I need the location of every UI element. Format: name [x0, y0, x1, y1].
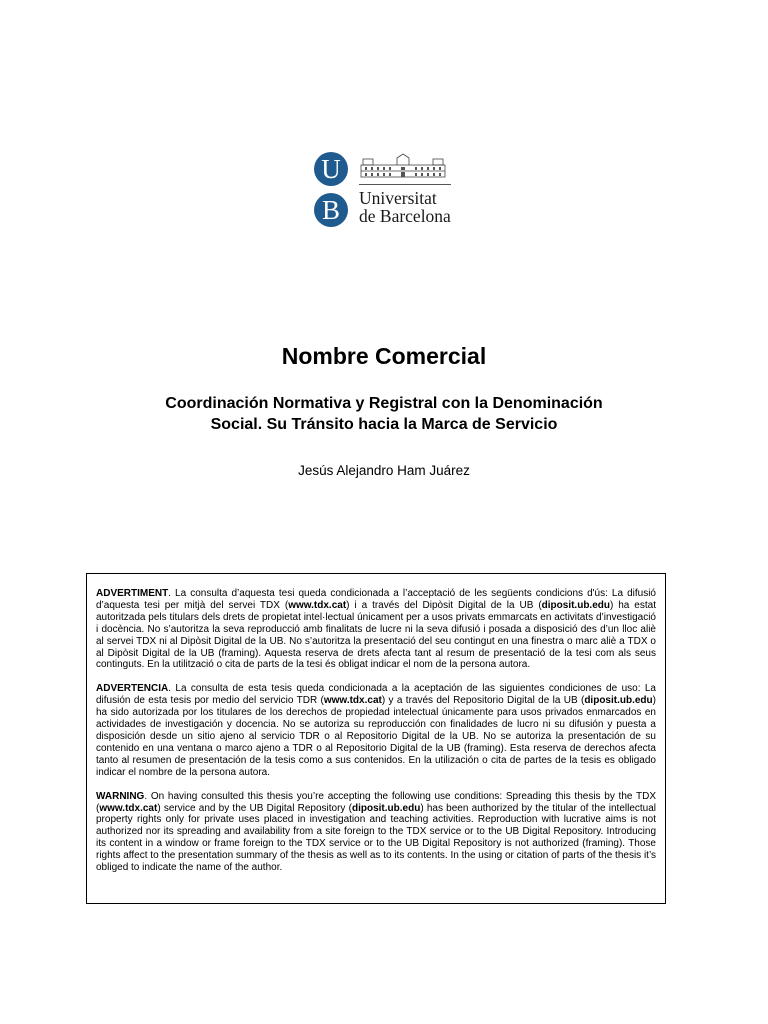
- notice-spanish: [96, 683, 656, 778]
- diposit-link[interactable]: diposit.ub.edu: [351, 802, 421, 814]
- logo-divider: [359, 184, 451, 185]
- logo-b-circle: B: [314, 193, 348, 227]
- logo-u-circle: U: [314, 152, 348, 186]
- notice-text: . On having consulted this thesis you’re accepting the following use conditions: Spreading this thesis by the TDX (: [96, 790, 656, 814]
- usage-notice-box: [86, 573, 666, 904]
- notice-text: ) ha estat autoritzada pels titulars dels drets de propietat intel·lectual únicament per a usos privats emmarcats en activitats d’investigació i docència. No s’autoritza la seva reproducció amb finalitats de lucre ni la seva difusió i posada a disposició des d’un lloc aliè al servei TDX ni al Dipòsit Digital de la UB. No s’autoritza la presentació del seu contingut en una finestra o marc aliè a TDX o al Dipòsit Digital de la UB (framing). Aquesta reserva de drets afecta tant al resum de presentació de la tesi com als seus continguts. En la utilització o cita de parts de la tesi és obligat indicar el nom de la persona autora.: [96, 599, 656, 671]
- logo-wordmark: [359, 189, 451, 225]
- tdx-link[interactable]: www.tdx.cat: [288, 599, 347, 611]
- notice-text: ) i a través del Dipòsit Digital de la UB (: [346, 599, 542, 611]
- notice-heading: ADVERTIMENT: [96, 588, 169, 599]
- tdx-link[interactable]: www.tdx.cat: [323, 695, 382, 707]
- notice-text: ) y a través del Repositorio Digital de la UB (: [381, 695, 585, 707]
- notice-heading: ADVERTENCIA: [96, 683, 169, 695]
- logo-line-1: Universitat: [359, 188, 437, 208]
- notice-heading: WARNING: [96, 790, 145, 802]
- notice-text: . La consulta de esta tesis queda condicionada a la aceptación de las siguientes condiciones de uso: La difusión de esta tesis por medio del servicio TDR (: [96, 683, 656, 707]
- notice-text: ) ha sido autorizada por los titulares de los derechos de propiedad intelectual únicamente para usos privados enmarcados en actividades de investigación y docencia. No se autoriza su reproducción con finalidades de lucro ni su difusión y puesta a disposición desde un sitio ajeno al servicio TDR o al Repositorio Digital de la UB. No se autoriza la presentación de su contenido en una ventana o marco ajeno a TDR o al Repositorio Digital de la UB (framing). Esta reserva de derechos afecta tanto al resumen de presentación de la tesis como a sus contenidos. En la utilización o cita de partes de la tesis es obligado indicar el nombre de la persona autora.: [96, 695, 656, 778]
- notice-english: [96, 791, 656, 874]
- university-logo: [314, 150, 456, 236]
- notice-text: . La consulta d’aquesta tesi queda condicionada a l’acceptació de les següents condicions d'ús: La difusió d’aquesta tesi per mitjà del servei TDX (: [96, 588, 656, 611]
- document-subtitle: [100, 393, 668, 435]
- logo-line-2: de Barcelona: [359, 206, 451, 226]
- notice-text: ) has been authorized by the titular of the intellectual property rights only for private uses placed in investigation and teaching activities. Reproduction with lucrative aims is not authorized nor its spreading and availability from a site foreign to the TDX service or to the UB Digital Repository. Introducing its content in a window or frame foreign to the TDX service or to the UB Digital Repository is not authorized (framing). Those rights affect to the presentation summary of the thesis as well as to its contents. In the using or citation of parts of the thesis it’s obliged to indicate the name of the author.: [96, 802, 657, 874]
- diposit-link[interactable]: diposit.ub.edu: [584, 695, 653, 707]
- document-title: Nombre Comercial: [281, 343, 487, 369]
- diposit-link[interactable]: diposit.ub.edu: [541, 599, 610, 611]
- building-icon: [359, 153, 447, 179]
- subtitle-line-1: Coordinación Normativa y Registral con la Denominación: [165, 395, 603, 412]
- notice-catalan: [96, 588, 656, 671]
- subtitle-line-2: Social. Su Tránsito hacia la Marca de Servicio: [210, 416, 558, 433]
- document-author: Jesús Alejandro Ham Juárez: [298, 463, 470, 478]
- tdx-link[interactable]: www.tdx.cat: [99, 802, 158, 814]
- notice-text: ) service and by the UB Digital Repository (: [157, 802, 352, 814]
